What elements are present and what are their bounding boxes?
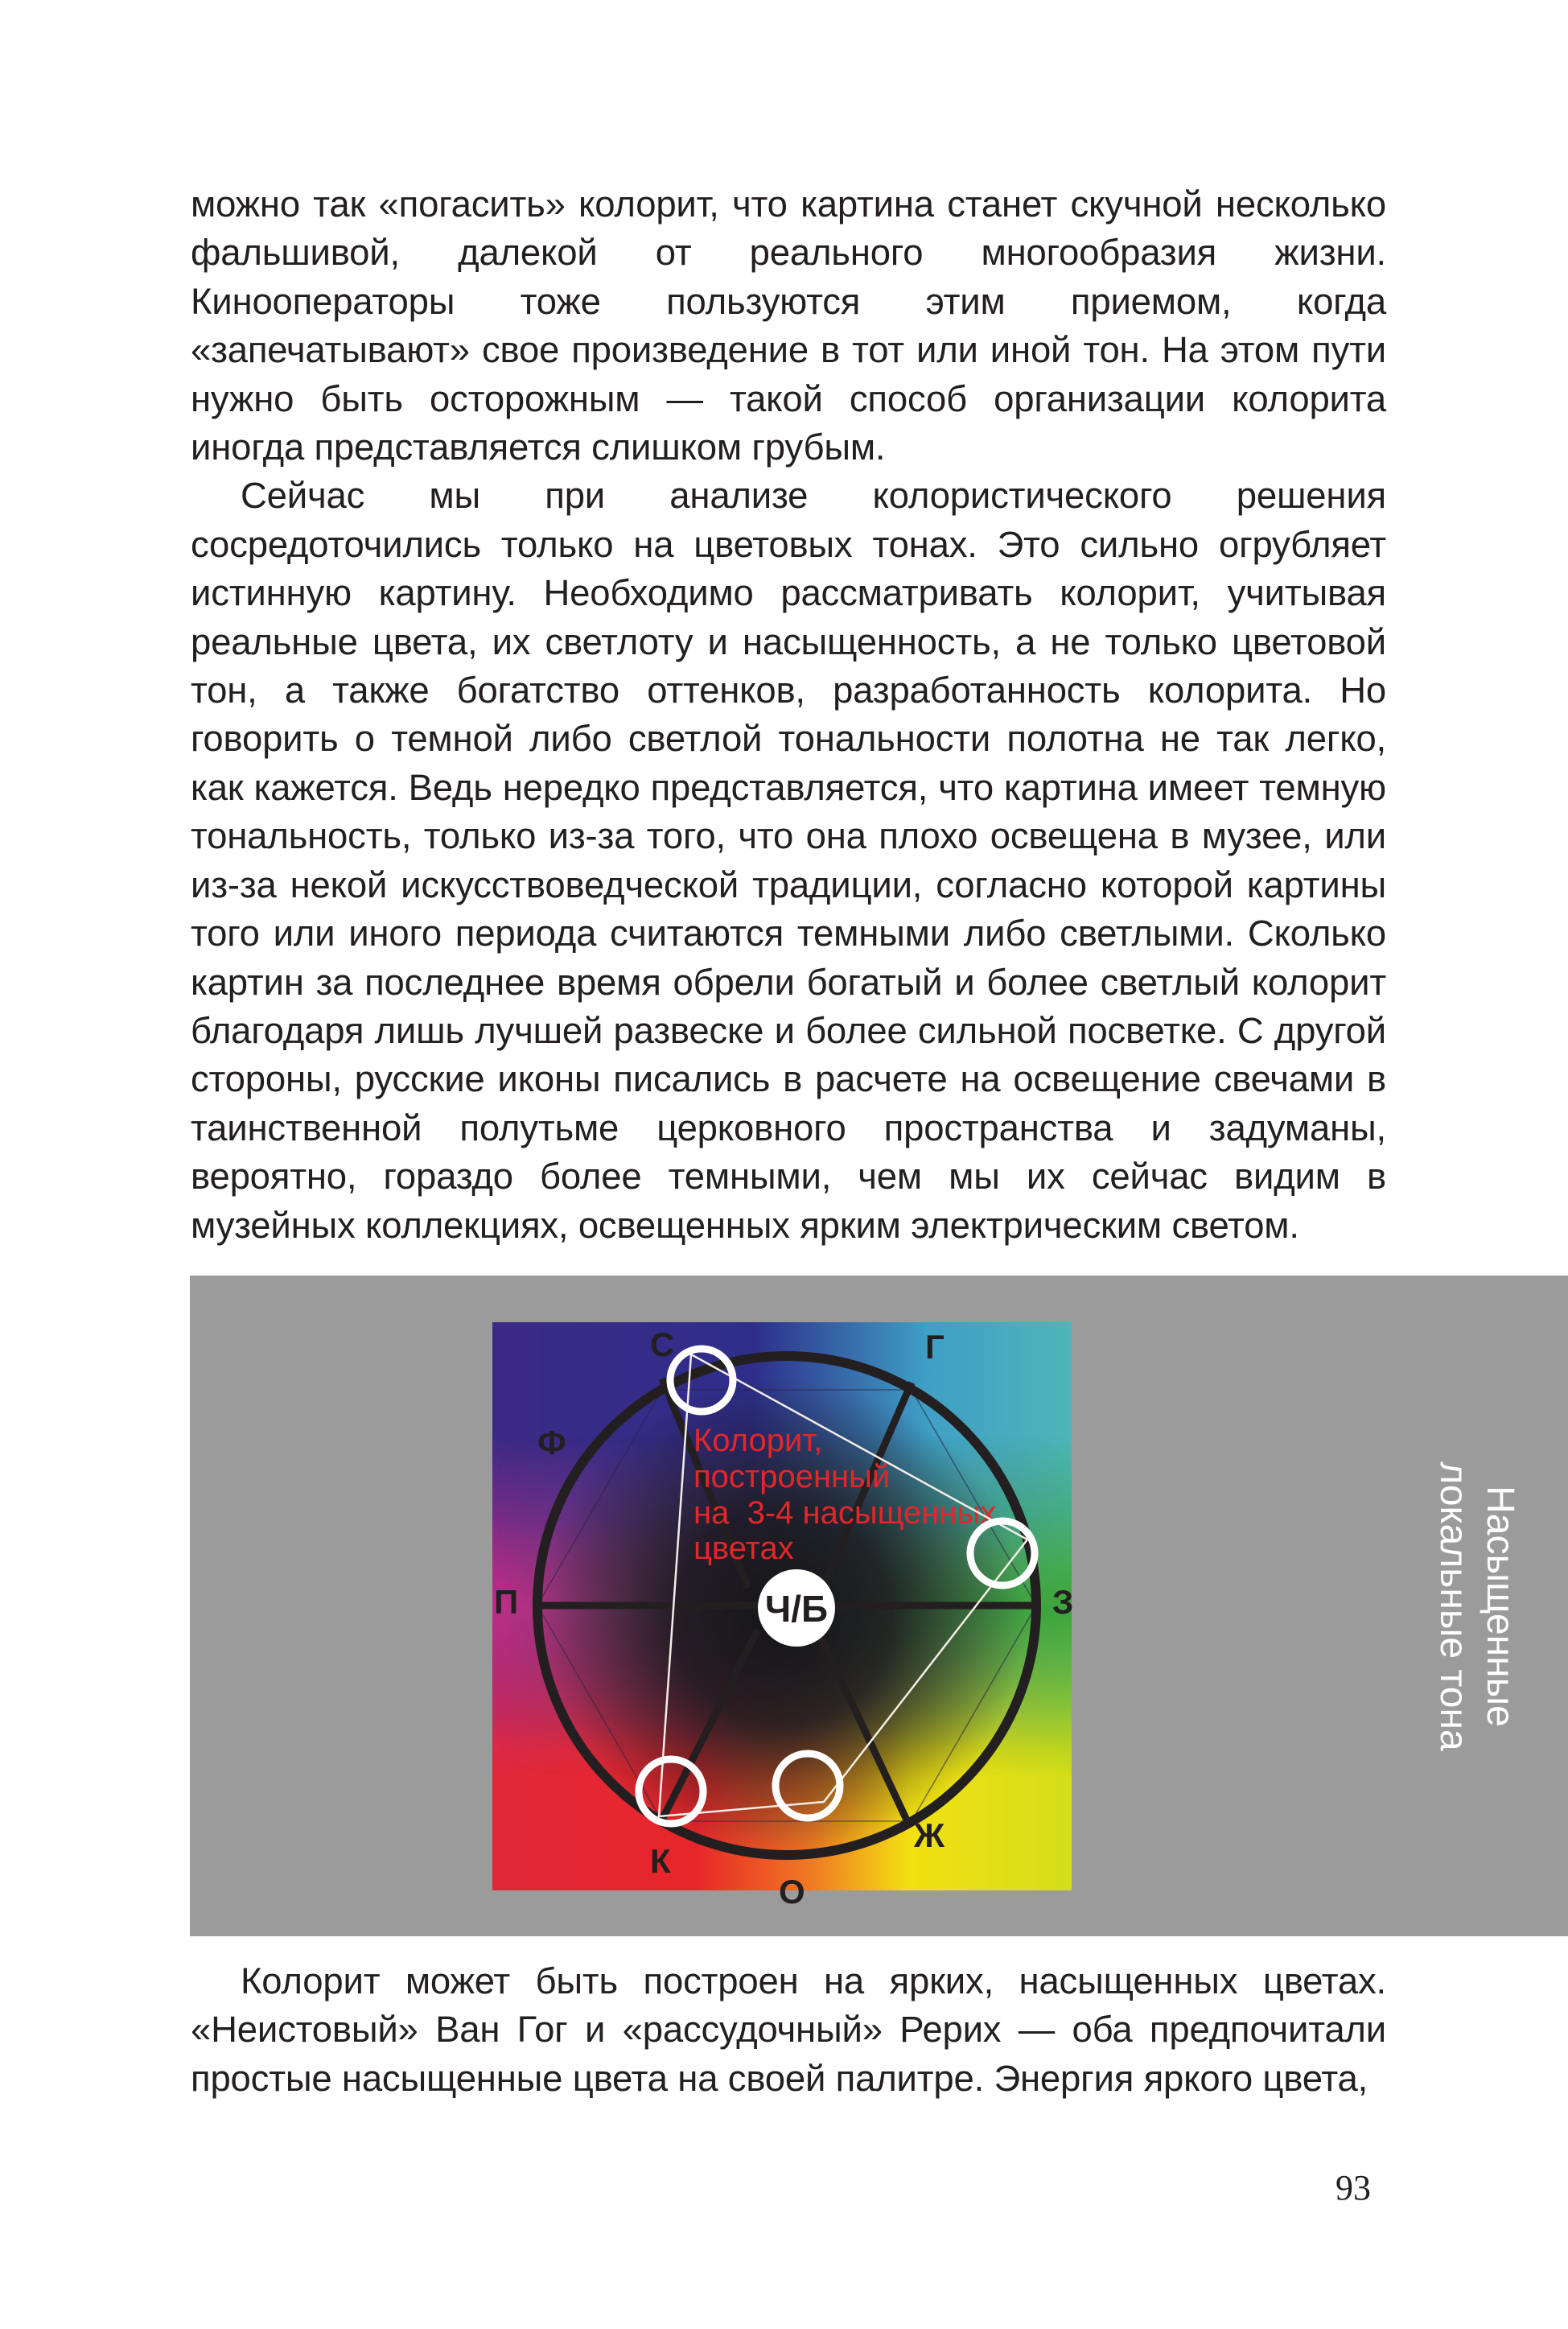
- svg-text:на 3-4 насыщенных: на 3-4 насыщенных: [693, 1495, 997, 1531]
- wheel-letter-s: С: [650, 1325, 675, 1363]
- side-label-line-1: Насыщенные: [1478, 1485, 1521, 1727]
- paragraph: Сейчас мы при анализе колористического решения сосредоточились только на цветовых тонах. Это сильно огрубляет истинную картину. Необходимо рассматривать колорит, учитывая реальные цвета, их светлоту и насыщенность, а не только цветовой тон, а также богатство оттенков, разработанность колорита. Но говорить о темной либо светлой тональности полотна не так легко, как кажется. Ведь нередко представляется, что картина имеет темную тональность, только из-за того, что она плохо освещена в музее, или из-за некой искусствоведческой традиции, согласно которой картины того или иного периода считаются темными либо светлыми. Сколько картин за последнее время обрели богатый и более светлый колорит благодаря лишь лучшей развеске и более сильной посветке. С другой стороны, русские иконы писались в расчете на освещение свечами в таинственной полутьме церковного пространства и задуманы, вероятно, гораздо более темными, чем мы их сейчас видим в музейных коллекциях, освещенных ярким электрическим светом.: [191, 475, 1386, 1246]
- wheel-letter-k: К: [650, 1842, 671, 1880]
- wheel-letter-o: О: [779, 1873, 805, 1911]
- wheel-letter-p: П: [494, 1583, 519, 1621]
- wheel-letter-g: Г: [925, 1328, 945, 1366]
- color-wheel-diagram: [492, 1322, 1074, 1911]
- side-label-line-2: локальные тона: [1431, 1461, 1475, 1751]
- center-bw-label: Ч/Б: [764, 1588, 829, 1630]
- wheel-letter-z: З: [1052, 1583, 1074, 1621]
- paragraph: Колорит может быть построен на ярких, насыщенных цветах. «Неистовый» Ван Гог и «рассудочный» Рерих — оба предпочитали простые насыщенные цвета на своей палитре. Энергия яркого цвета,: [191, 1960, 1386, 2099]
- wheel-letter-f: Ф: [537, 1424, 566, 1461]
- svg-text:Колорит,: Колорит,: [693, 1423, 823, 1458]
- wheel-letter-zh: Ж: [914, 1816, 945, 1854]
- page-number: 93: [1335, 2168, 1371, 2207]
- body-text-bottom: [191, 1957, 1386, 2103]
- figure-band: [190, 1276, 1568, 1936]
- body-text-top: [191, 180, 1386, 1250]
- paragraph: можно так «погасить» колорит, что картина станет скучной несколько фальшивой, далекой от реального многообразия жизни. Кинооператоры тоже пользуются этим приемом, когда «запечатывают» свое произведение в тот или иной тон. На этом пути нужно быть осторожным — такой способ организации колорита иногда представляется слишком грубым.: [191, 183, 1386, 468]
- section-side-label: [1384, 1276, 1568, 1936]
- svg-text:цветах: цветах: [693, 1531, 794, 1566]
- svg-text:построенный: построенный: [693, 1459, 891, 1494]
